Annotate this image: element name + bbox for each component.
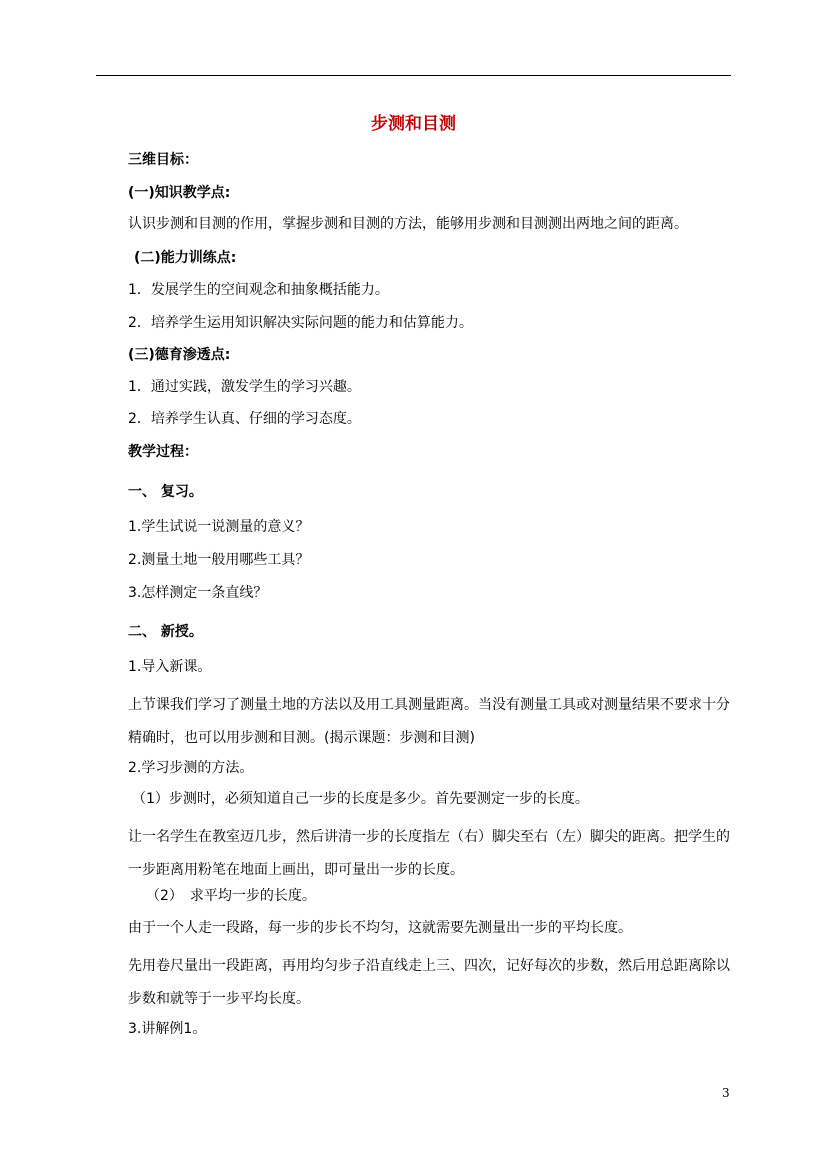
step2-detail-1: 由于一个人走一段路，每一步的步长不均匀，这就需要先测量出一步的平均长度。 <box>128 920 632 936</box>
process-heading: 教学过程： <box>128 444 198 460</box>
page-title: 步测和目测 <box>371 114 456 134</box>
moral-heading: (三)德育渗透点: <box>128 347 231 363</box>
new-heading: 二、 新授。 <box>128 624 203 640</box>
review-item-1: 1.学生试说一说测量的意义？ <box>128 519 310 535</box>
moral-item-2: 2．培养学生认真、仔细的学习态度。 <box>128 411 361 427</box>
page-number: 3 <box>722 1086 730 1100</box>
step2-detail-2: 先用卷尺量出一段距离，再用均匀步子沿直线走上三、四次，记好每次的步数，然后用总距离除以步数和就等于一步平均长度。 <box>128 958 730 1007</box>
header-rule <box>96 75 731 76</box>
intro-heading: 1.导入新课。 <box>128 659 212 675</box>
step1-detail: 让一名学生在教室迈几步，然后讲清一步的长度指左（右）脚尖至右（左）脚尖的距离。把学生的一步距离用粉笔在地面上画出，即可量出一步的长度。 <box>128 829 730 878</box>
ability-item-2: 2．培养学生运用知识解决实际问题的能力和估算能力。 <box>128 315 473 331</box>
ability-heading: (二)能力训练点: <box>134 250 237 266</box>
step2-text: （2） 求平均一步的长度。 <box>146 888 316 904</box>
review-heading: 一、 复习。 <box>128 484 203 500</box>
knowledge-heading: (一)知识教学点: <box>128 185 231 201</box>
intro-text: 上节课我们学习了测量土地的方法以及用工具测量距离。当没有测量工具或对测量结果不要求十分精确时，也可以用步测和目测。(揭示课题：步测和目测) <box>128 697 730 746</box>
moral-item-1: 1．通过实践，激发学生的学习兴趣。 <box>128 379 361 395</box>
knowledge-text: 认识步测和目测的作用，掌握步测和目测的方法，能够用步测和目测测出两地之间的距离。 <box>128 216 688 232</box>
objectives-heading: 三维目标： <box>128 152 198 168</box>
ability-item-1: 1．发展学生的空间观念和抽象概括能力。 <box>128 282 389 298</box>
example-heading: 3.讲解例1。 <box>128 1021 207 1037</box>
step-heading: 2.学习步测的方法。 <box>128 760 254 776</box>
review-item-3: 3.怎样测定一条直线？ <box>128 585 268 601</box>
step1-text: （1）步测时，必须知道自己一步的长度是多少。首先要测定一步的长度。 <box>132 791 589 807</box>
review-item-2: 2.测量土地一般用哪些工具？ <box>128 552 310 568</box>
